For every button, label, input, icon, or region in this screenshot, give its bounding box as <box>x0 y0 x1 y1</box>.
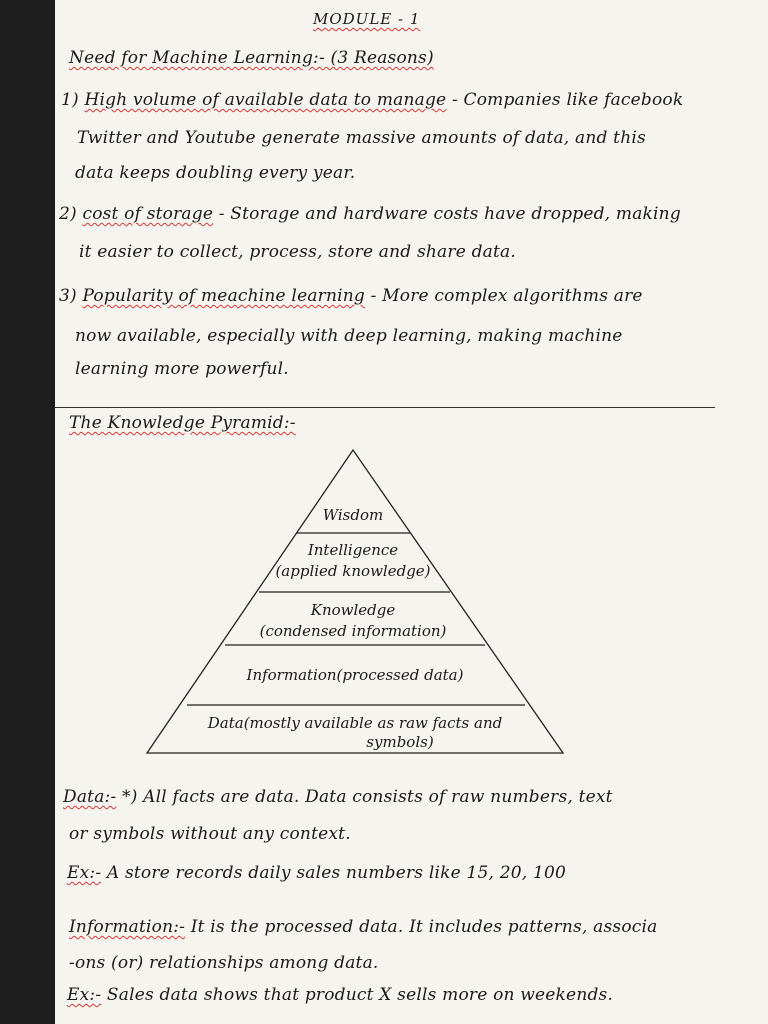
reason-2-title: cost of storage <box>82 204 214 224</box>
reason-3-number: 3) <box>59 286 77 306</box>
definition-data-line-1 <box>63 787 613 807</box>
reason-3-text: - More complex algorithms are <box>370 286 643 306</box>
definition-information-line-2: -ons (or) relationships among data. <box>69 953 379 973</box>
information-term: Information:- <box>69 917 186 937</box>
intelligence-sublabel: (applied knowledge) <box>275 562 431 580</box>
pyramid-heading-text: The Knowledge Pyramid:- <box>69 413 296 433</box>
reason-2-text: - Storage and hardware costs have dropped, making <box>218 204 681 224</box>
notebook-page <box>55 0 768 1024</box>
pyramid-level-intelligence <box>253 540 453 582</box>
pyramid-level-knowledge <box>233 600 473 642</box>
knowledge-pyramid-diagram <box>55 0 768 780</box>
pyramid-level-wisdom <box>283 506 423 524</box>
data-definition-text: *) All facts are data. Data consists of raw numbers, text <box>122 787 613 807</box>
data-label: Data(mostly available as raw facts and <box>207 714 503 732</box>
reason-3-line-2: now available, especially with deep learning, making machine <box>75 326 623 346</box>
definition-data-example <box>67 863 566 883</box>
data-term: Data:- <box>63 787 117 807</box>
knowledge-label: Knowledge <box>310 601 396 619</box>
reason-1-line-2: Twitter and Youtube generate massive amounts of data, and this <box>77 128 646 148</box>
information-definition-text: It is the processed data. It includes patterns, associa <box>190 917 658 937</box>
information-example-text: Sales data shows that product X sells more on weekends. <box>106 985 614 1005</box>
knowledge-sublabel: (condensed information) <box>259 622 447 640</box>
reason-2-number: 2) <box>59 204 77 224</box>
data-example-text: A store records daily sales numbers like 15, 20, 100 <box>106 863 566 883</box>
information-example-label: Ex:- <box>67 985 102 1005</box>
pyramid-level-information <box>205 666 505 684</box>
data-sublabel: symbols) <box>366 733 434 751</box>
wisdom-label: Wisdom <box>322 506 384 524</box>
module-title: MODULE - 1 <box>313 10 421 28</box>
definition-information-line-1 <box>69 917 657 937</box>
reason-2-line-2: it easier to collect, process, store and share data. <box>79 242 516 262</box>
pyramid-level-data <box>165 714 545 752</box>
data-example-label: Ex:- <box>67 863 102 883</box>
reason-3-title: Popularity of meachine learning <box>82 286 366 306</box>
reason-1-line-3: data keeps doubling every year. <box>75 163 356 183</box>
definition-information-example <box>67 985 613 1005</box>
reason-3-line-3: learning more powerful. <box>75 359 289 379</box>
reason-1-number: 1) <box>61 90 79 110</box>
heading-text: Need for Machine Learning:- (3 Reasons) <box>69 48 434 68</box>
definition-data-line-2: or symbols without any context. <box>69 824 351 844</box>
intelligence-label: Intelligence <box>307 541 399 559</box>
reason-1-text: - Companies like facebook <box>451 90 684 110</box>
reason-1-title: High volume of available data to manage <box>84 90 447 110</box>
information-label: Information(processed data) <box>246 666 464 684</box>
